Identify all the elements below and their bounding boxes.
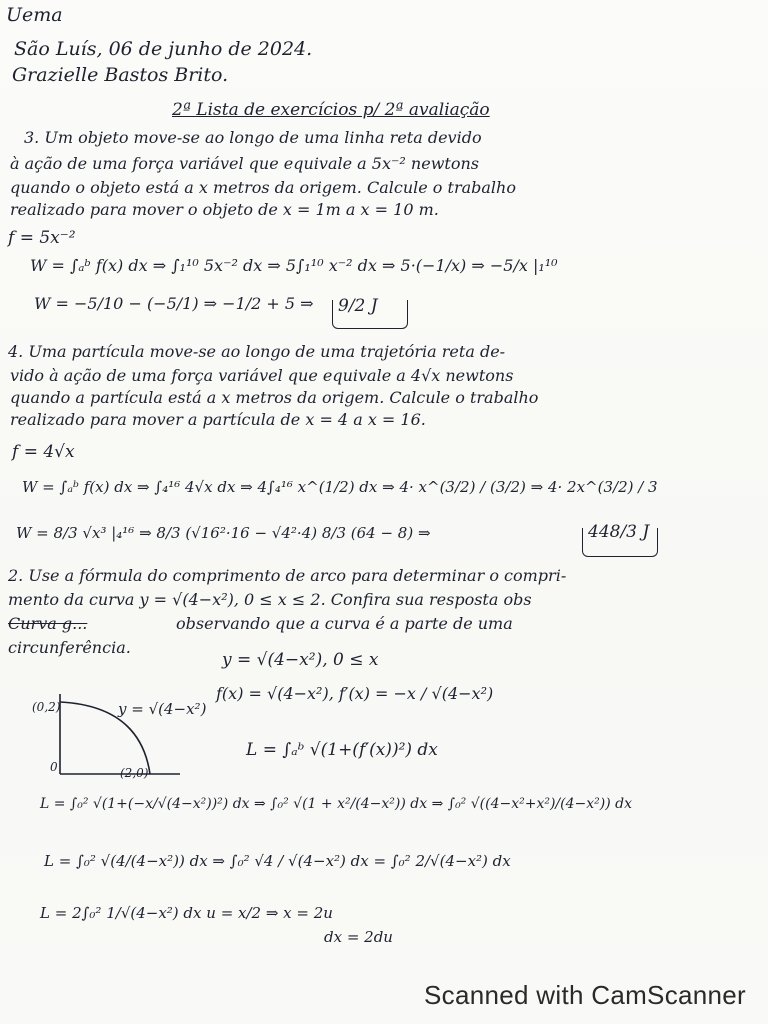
point-label-top: (0,2)	[32, 700, 61, 714]
curve-label: y = √(4−x²)	[118, 700, 207, 718]
q2-equation-step-2: L = ∫₀² √(4/(4−x²)) dx ⇒ ∫₀² √4 / √(4−x²) dx = ∫₀² 2/√(4−x²) dx	[44, 852, 511, 870]
q2-text-line-2: mento da curva y = √(4−x²), 0 ≤ x ≤ 2. Confira sua resposta obs	[8, 590, 532, 609]
q4-text-line-4: realizado para mover a partícula de x = 4 a x = 16.	[10, 410, 426, 429]
q4-equation-evaluation: W = 8/3 √x³ |₄¹⁶ ⇒ 8/3 (√16²·16 − √4²·4) 8/3 (64 − 8) ⇒	[16, 524, 431, 542]
q3-text-line-1: 3. Um objeto move-se ao longo de uma linha reta devido	[24, 128, 482, 147]
q4-answer-box	[582, 528, 658, 557]
camscanner-watermark: Scanned with CamScanner	[424, 980, 746, 1010]
q4-equation-force: f = 4√x	[12, 442, 75, 462]
q3-equation-force: f = 5x⁻²	[8, 228, 76, 248]
q3-equation-evaluation: W = −5/10 − (−5/1) ⇒ −1/2 + 5 ⇒	[34, 294, 314, 313]
q2-equation-curve: y = √(4−x²), 0 ≤ x	[222, 650, 379, 670]
q4-answer: 448/3 J	[588, 522, 650, 542]
q2-equation-step-1: L = ∫₀² √(1+(−x/√(4−x²))²) dx ⇒ ∫₀² √(1 + x²/(4−x²)) dx ⇒ ∫₀² √((4−x²+x²)/(4−x²)) dx	[40, 796, 632, 812]
header-institution: Uema	[6, 4, 63, 26]
q2-text-line-3: observando que a curva é a parte de uma	[176, 614, 513, 633]
assignment-title: 2ª Lista de exercícios p/ 2ª avaliação	[172, 100, 490, 120]
q2-equation-derivative: f(x) = √(4−x²), f′(x) = −x / √(4−x²)	[216, 684, 494, 703]
q4-equation-integral: W = ∫ₐᵇ f(x) dx ⇒ ∫₄¹⁶ 4√x dx ⇒ 4∫₄¹⁶ x^(1/2) dx ⇒ 4· x^(3/2) / (3/2) ⇒ 4· 2x^(3/2) / 3	[22, 478, 658, 496]
q4-text-line-3: quando a partícula está a x metros da origem. Calcule o trabalho	[10, 388, 539, 407]
q4-text-line-1: 4. Uma partícula move-se ao longo de uma trajetória reta de-	[8, 342, 506, 361]
q3-equation-integral: W = ∫ₐᵇ f(x) dx ⇒ ∫₁¹⁰ 5x⁻² dx ⇒ 5∫₁¹⁰ x⁻² dx ⇒ 5·(−1/x) ⇒ −5/x |₁¹⁰	[30, 256, 558, 275]
q2-equation-step-4: dx = 2du	[324, 928, 393, 946]
q2-text-line-4: circunferência.	[8, 638, 131, 657]
q3-text-line-4: realizado para mover o objeto de x = 1m a x = 10 m.	[10, 200, 439, 219]
q3-answer-box	[332, 300, 408, 329]
q2-equation-arc-length: L = ∫ₐᵇ √(1+(f′(x))²) dx	[246, 740, 438, 760]
header-student-name: Grazielle Bastos Brito.	[12, 64, 229, 86]
q3-text-line-3: quando o objeto está a x metros da origem. Calcule o trabalho	[10, 178, 516, 197]
q3-answer: 9/2 J	[338, 296, 378, 316]
point-label-right: (2,0)	[120, 766, 149, 780]
q2-struck-text: Curva g...	[8, 614, 88, 633]
origin-label: 0	[50, 760, 58, 774]
q2-equation-step-3: L = 2∫₀² 1/√(4−x²) dx u = x/2 ⇒ x = 2u	[40, 904, 333, 922]
header-date: São Luís, 06 de junho de 2024.	[14, 38, 313, 60]
q3-text-line-2: à ação de uma força variável que equivale a 5x⁻² newtons	[10, 154, 479, 173]
q4-text-line-2: vido à ação de uma força variável que equivale a 4√x newtons	[10, 366, 514, 385]
q2-text-line-1: 2. Use a fórmula do comprimento de arco para determinar o compri-	[8, 566, 567, 585]
